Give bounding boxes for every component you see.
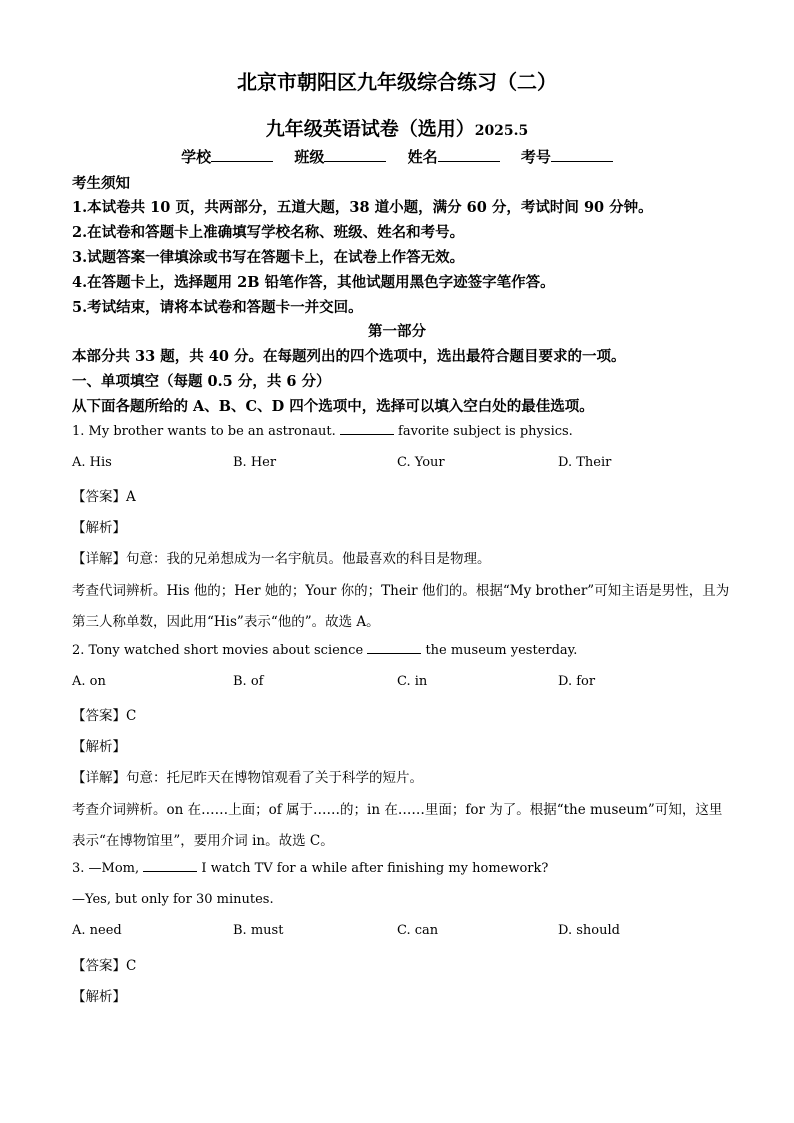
option-d: D. Their (558, 455, 612, 470)
question-1-analysis-label: 【解析】 (72, 520, 126, 536)
exam-date: 2025.5 (474, 123, 529, 139)
question-1-answer: 【答案】A (72, 489, 136, 505)
option-d: D. for (558, 674, 596, 689)
option-c: C. in (397, 674, 428, 689)
question-1-explanation-2: 第三人称单数，因此用“His”表示“他的”。故选 A。 (72, 614, 380, 630)
option-b: B. must (233, 923, 284, 938)
subtitle-text: 九年级英语试卷（选用） (265, 118, 475, 140)
option-c: C. Your (397, 455, 445, 470)
option-c: C. can (397, 923, 439, 938)
answer-blank (367, 643, 421, 654)
option-a: A. on (72, 674, 106, 689)
notice-heading: 考生须知 (72, 175, 130, 192)
student-info-fields (0, 146, 794, 167)
question-2-explanation-2: 表示“在博物馆里”，要用介词 in。故选 C。 (72, 833, 334, 849)
notice-item-1: 1.本试卷共 10 页，共两部分，五道大题，38 道小题，满分 60 分，考试时间 90 分钟。 (72, 199, 653, 216)
option-d: D. should (558, 923, 620, 938)
exam-title: 北京市朝阳区九年级综合练习（二） (237, 70, 557, 94)
question-2-stem: 2. Tony watched short movies about science the museum yesterday. (72, 643, 578, 658)
question-1-detail: 【详解】句意：我的兄弟想成为一名宇航员。他最喜欢的科目是物理。 (72, 551, 491, 567)
question-2-detail: 【详解】句意：托尼昨天在博物馆观看了关于科学的短片。 (72, 770, 423, 786)
option-a: A. His (72, 455, 112, 470)
notice-item-5: 5.考试结束，请将本试卷和答题卡一并交回。 (72, 299, 363, 316)
question-2-answer: 【答案】C (72, 708, 137, 724)
section-instruction: 从下面各题所给的 A、B、C、D 四个选项中，选择可以填入空白处的最佳选项。 (72, 398, 594, 415)
part-description: 本部分共 33 题，共 40 分。在每题列出的四个选项中，选出最符合题目要求的一项。 (72, 348, 626, 365)
notice-item-2: 2.在试卷和答题卡上准确填写学校名称、班级、姓名和考号。 (72, 224, 465, 241)
option-a: A. need (72, 923, 122, 938)
name-field: 姓名 (408, 148, 500, 166)
class-field: 班级 (294, 148, 386, 166)
answer-blank (340, 424, 394, 435)
question-1-explanation-1: 考查代词辨析。His 他的；Her 她的；Your 你的；Their 他们的。根据“My brother”可知主语是男性，且为 (72, 583, 730, 599)
section-title: 一、单项填空（每题 0.5 分，共 6 分） (72, 373, 331, 390)
question-1-stem: 1. My brother wants to be an astronaut. favorite subject is physics. (72, 424, 573, 439)
exam-subtitle (0, 114, 794, 141)
answer-blank (143, 861, 197, 872)
option-b: B. of (233, 674, 264, 689)
question-3-answer: 【答案】C (72, 958, 137, 974)
question-3-stem: 3. —Mom, I watch TV for a while after finishing my homework? (72, 861, 549, 876)
notice-item-3: 3.试题答案一律填涂或书写在答题卡上，在试卷上作答无效。 (72, 249, 465, 266)
school-field: 学校 (181, 148, 273, 166)
notice-item-4: 4.在答题卡上，选择题用 2B 铅笔作答，其他试题用黑色字迹签字笔作答。 (72, 274, 555, 291)
question-3-analysis-label: 【解析】 (72, 989, 126, 1005)
question-3-reply: —Yes, but only for 30 minutes. (72, 892, 274, 907)
question-2-explanation-1: 考查介词辨析。on 在……上面；of 属于……的；in 在……里面；for 为了。根据“the museum”可知，这里 (72, 802, 723, 818)
id-field: 考号 (521, 148, 613, 166)
option-b: B. Her (233, 455, 277, 470)
part-title: 第一部分 (368, 323, 426, 340)
question-2-analysis-label: 【解析】 (72, 739, 126, 755)
